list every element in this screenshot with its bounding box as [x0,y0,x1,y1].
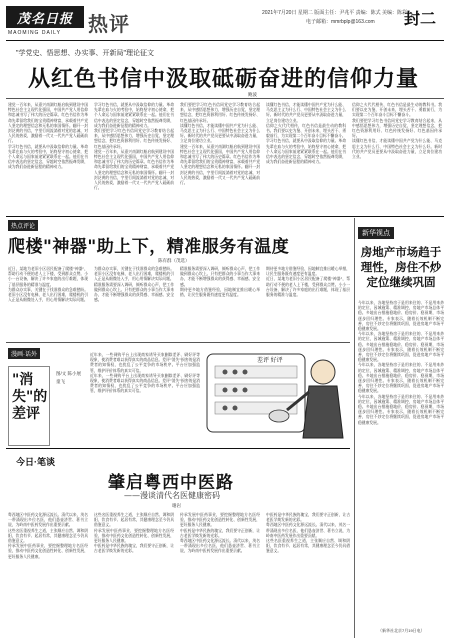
second-tag: 热点评论 [8,220,38,231]
cartoon-title: "消失"的差评 [12,372,48,422]
cartoon-column-label: 漫画·话外 [8,348,40,359]
lead-headline: 从红色书信中汲取砥砺奋进的信仰力量 [28,66,420,92]
feature-column-1: 粤西地区中医药文化源远流长。清代以来，茂名一带涌现出多位名医，他们悬壶济世、著书立说，为岭南中医药发展作出重要贡献。 这些名医重视养生之道，主张顺应自然、调和阴阳，饮食有节、起居有常，其健康理念至今仍具借鉴意义。 传承发展中医药事业，要挖掘整理地方名医经验，推动中医药文化创造性转化、创新性发展，更好服务人民健康。 [8,512,88,559]
lead-column-1: 建党一百年来，从嘉兴南湖红船启航到建设中国特色社会主义现代化强国，中国共产党人用信仰和忠诚书写了伟大的历史篇章。红色书信作为革命先辈留给我们的宝贵精神财富，承载着共产党人坚定的理想信念和无私的家国情怀。翻开一封封泛黄的书信，字里行间流淌着对党的忠诚、对人民的热爱，激励着一代又一代共产党人砥砺前行。 学习红色书信，就要从中汲取信仰的力量。革命先辈在血与火的考验中，始终坚守初心使命，把个人命运与国家前途紧紧联系在一起。他们在书信中表达的坚定信念，穿越时空依然振聋发聩，成为我们奋进新征程的精神动力。 [8,102,88,170]
lead-tag: "学党史、悟思想、办实事、开新局"理论征文 [16,50,154,57]
page-label: 封二 [404,9,437,28]
lead-rule [6,98,444,99]
second-column-3: 精准服务需要深入调研，倾听群众心声，把工作做到群众心坎上。只有把群众的小事当作大事来办，才能不断增强群众的获得感、幸福感、安全感。 期待更多地方借鉴经验，因地制宜推出暖心举措，让民生服务既有速度更有温度。 [180,266,260,298]
feature-column-3: 传承发展中医药事业，要挖掘整理地方名医经验，推动中医药文化创造性转化、创新性发展，更好服务人民健康。 中医药是中华民族的瑰宝，我们要守正创新，让古老医学焕发新的光彩。 粤西地区中医药文化源远流长。清代以来，茂名一带涌现出多位名医，他们悬壶济世、著书立说，为岭南中医药发展作出重要贡献。 [180,512,260,554]
lead-byline: 鲍波 [248,92,257,97]
sidebar-label: 新华视点 [358,227,394,239]
date-line: 2021年7月20日 星期二 版面主任：尹兆平 责编：陈式 美编：陈彩 [262,10,408,16]
section-rule [6,216,444,217]
sidebar [358,220,444,290]
lead-column-4: 读懂红色书信，才能读懂中国共产党为什么能、马克思主义为什么行、中国特色社会主义为什么好。新时代的共产党员更要从中汲取奋进力量，立足岗位建功立业。 信仰之火代代相传，红色书信是最生动的教科书。我们要以史为鉴、开创未来，埋头苦干、勇毅前行，为实现第二个百年奋斗目标不懈奋斗。 学习红色书信，就要从中汲取信仰的力量。革命先辈在血与火的考验中，始终坚守初心使命，把个人命运与国家前途紧紧联系在一起。他们在书信中表达的坚定信念，穿越时空依然振聋发聩，成为我们奋进新征程的精神动力。 [266,102,346,165]
second-column-1: 近日，某地为老旧小区居民配备了爬楼"神器"，帮助行动不便的老人上下楼，受到群众点赞。小小一台设备，解决了许多家庭的出行难题，体现了基层服务的精准与温度。 为群众办实事，关键在于找准群众的急难愁盼。老旧小区没有电梯，老人出行困难，爬楼机的引入正是从细微处入手，用心用情解决实际问题。 [8,266,88,303]
feature-rule [6,448,350,449]
eraser-icon [269,410,289,422]
sidebar-body: 今年以来，各地坚持房子是用来住的、不是用来炒的定位，因城施策、精准调控，房地产市场总体平稳。多地出台措施稳地价、稳房价、稳预期，市场逐步回归理性。专家表示，随着长效机制不断完善，房住不炒定位将继续巩固，促进房地产市场平稳健康发展。 今年以来，各地坚持房子是用来住的、不是用来炒的定位，因城施策、精准调控，房地产市场总体平稳。多地出台措施稳地价、稳房价、稳预期，市场逐步回归理性。专家表示，随着长效机制不断完善，房住不炒定位将继续巩固，促进房地产市场平稳健康发展。 今年以来，各地坚持房子是用来住的、不是用来炒的定位，因城施策、精准调控，房地产市场总体平稳。多地出台措施稳地价、稳房价、稳预期，市场逐步回归理性。专家表示，随着长效机制不断完善，房住不炒定位将继续巩固，促进房地产市场平稳健康发展。 今年以来，各地坚持房子是用来住的、不是用来炒的定位，因城施策、精准调控，房地产市场总体平稳。多地出台措施稳地价、稳房价、稳预期，市场逐步回归理性。专家表示，随着长效机制不断完善，房住不炒定位将继续巩固，促进房地产市场平稳健康发展。 [358,300,444,425]
cartoon-caption: 近年来，一些网购平台上出现商家诱导买家删除差评、刷好评等现象，使消费者难以获得真实的商品信息。差评"消失"损害的是消费者的知情权，也扰乱了公平竞争的市场秩序。平台应加强监管，维护评价体系的真实可信。 近年来，一些网购平台上出现商家诱导买家删除差评、刷好评等现象，使消费者难以获得真实的商品信息。差评"消失"损害的是消费者的知情权，也扰乱了公平竞争的市场秩序。平台应加强监管，维护评价体系的真实可信。 [90,352,200,394]
sidebar-headline: 房地产市场趋于理性，房住不炒定位继续巩固 [360,245,442,289]
second-byline: 陈有群（茂选） [158,258,190,263]
person-head-icon [311,360,335,384]
feature-subhead: ——漫谈清代名医健康密码 [124,491,220,500]
lead-column-5: 信仰之火代代相传，红色书信是最生动的教科书。我们要以史为鉴、开创未来，埋头苦干、勇毅前行，为实现第二个百年奋斗目标不懈奋斗。 我们要把学习红色书信同党史学习教育结合起来，从中感悟思想伟力，增强历史自觉，坚定理想信念，把红色资源利用好、红色传统发扬好、红色基因传承好。 读懂红色书信，才能读懂中国共产党为什么能、马克思主义为什么行、中国特色社会主义为什么好。新时代的共产党员更要从中汲取奋进力量，立足岗位建功立业。 [352,102,442,160]
second-column-2: 为群众办实事，关键在于找准群众的急难愁盼。老旧小区没有电梯，老人出行困难，爬楼机的引入正是从细微处入手，用心用情解决实际问题。 精准服务需要深入调研，倾听群众心声，把工作做到群众心坎上。只有把群众的小事当作大事来办，才能不断增强群众的获得感、幸福感、安全感。 [94,266,174,303]
newspaper-logo: 茂名日报 [6,6,84,28]
section-title: 热评 [88,12,130,36]
cartoon-illustration [205,350,353,442]
newspaper-logo-english: MAOMING DAILY [8,30,61,36]
second-headline: 爬楼"神器"助上下，精准服务有温度 [8,237,290,257]
second-column-4: 期待更多地方借鉴经验，因地制宜推出暖心举措，让民生服务既有速度更有温度。 近日，某地为老旧小区居民配备了爬楼"神器"，帮助行动不便的老人上下楼，受到群众点赞。小小一台设备，解决了许多家庭的出行难题，体现了基层服务的精准与温度。 [266,266,350,298]
masthead-rule [6,40,444,41]
footer-note: （新华社北京7月19日电） [378,628,425,633]
lead-column-3: 我们要把学习红色书信同党史学习教育结合起来，从中感悟思想伟力，增强历史自觉，坚定理想信念，把红色资源利用好、红色传统发扬好、红色基因传承好。 读懂红色书信，才能读懂中国共产党为什么能、马克思主义为什么行、中国特色社会主义为什么好。新时代的共产党员更要从中汲取奋进力量，立足岗位建功立业。 建党一百年来，从嘉兴南湖红船启航到建设中国特色社会主义现代化强国，中国共产党人用信仰和忠诚书写了伟大的历史篇章。红色书信作为革命先辈留给我们的宝贵精神财富，承载着共产党人坚定的理想信念和无私的家国情怀。翻开一封封泛黄的书信，字里行间流淌着对党的忠诚、对人民的热爱，激励着一代又一代共产党人砥砺前行。 [180,102,260,186]
feature-byline: 谢岩 [172,503,181,508]
cartoon-credit: 图/文 陈小展 童飞 [56,371,82,384]
feature-headline: 肇启粤西中医路 [108,473,234,493]
feature-column-4: 中医药是中华民族的瑰宝，我们要守正创新，让古老医学焕发新的光彩。 粤西地区中医药文化源远流长。清代以来，茂名一带涌现出多位名医，他们悬壶济世、著书立说，为岭南中医药发展作出重要贡献。 这些名医重视养生之道，主张顺应自然、调和阴阳，饮食有节、起居有常，其健康理念至今仍具借鉴意义。 [266,512,350,554]
feature-tag: 今日·笔谈 [16,457,55,467]
sidebar-divider [354,218,355,638]
cartoon-rule [6,342,350,343]
contact-email: 电子邮箱：mmrbplp@163.com [306,19,375,25]
cartoon-sign-text: 差评 好评 [257,358,283,364]
feature-column-2: 这些名医重视养生之道，主张顺应自然、调和阴阳，饮食有节、起居有常，其健康理念至今仍具借鉴意义。 传承发展中医药事业，要挖掘整理地方名医经验，推动中医药文化创造性转化、创新性发展，更好服务人民健康。 中医药是中华民族的瑰宝，我们要守正创新，让古老医学焕发新的光彩。 [94,512,174,554]
lead-column-2: 学习红色书信，就要从中汲取信仰的力量。革命先辈在血与火的考验中，始终坚守初心使命，把个人命运与国家前途紧紧联系在一起。他们在书信中表达的坚定信念，穿越时空依然振聋发聩，成为我们奋进新征程的精神动力。 我们要把学习红色书信同党史学习教育结合起来，从中感悟思想伟力，增强历史自觉，坚定理想信念，把红色资源利用好、红色传统发扬好、红色基因传承好。 建党一百年来，从嘉兴南湖红船启航到建设中国特色社会主义现代化强国，中国共产党人用信仰和忠诚书写了伟大的历史篇章。红色书信作为革命先辈留给我们的宝贵精神财富，承载着共产党人坚定的理想信念和无私的家国情怀。翻开一封封泛黄的书信，字里行间流淌着对党的忠诚、对人民的热爱，激励着一代又一代共产党人砥砺前行。 [94,102,174,191]
